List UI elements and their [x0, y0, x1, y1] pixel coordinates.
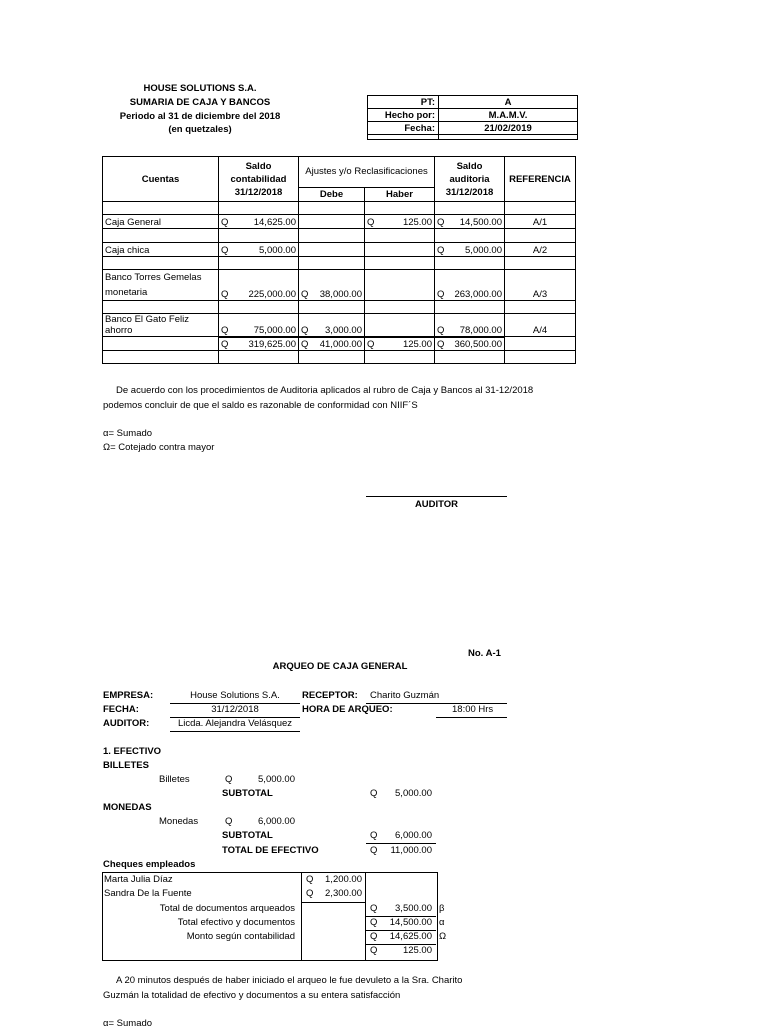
made-by-value: M.A.M.V.	[439, 109, 578, 122]
closing-line-2: Guzmán la totalidad de efectivo y documentos a su entera satisfacción	[103, 990, 401, 1001]
total-efectivo-label: TOTAL DE EFECTIVO	[222, 845, 319, 856]
summary-label: Total efectivo y documentos	[177, 917, 295, 928]
beta-mark: β	[439, 903, 445, 914]
receptor-label: RECEPTOR:	[302, 690, 358, 701]
legend-sumado: α= Sumado	[103, 428, 153, 439]
date-label: Fecha:	[368, 122, 439, 135]
subtotal-monedas: 6,000.00	[395, 830, 432, 841]
empresa-label: EMPRESA:	[103, 690, 154, 701]
cheque-name: Marta Julia Díaz	[104, 874, 173, 885]
signature-line	[366, 496, 507, 497]
closing-line-1: A 20 minutos después de haber iniciado el arqueo le fue devuleto a la Sra. Charito	[116, 975, 463, 986]
auditor-value: Licda. Alejandra Velásquez	[177, 718, 293, 729]
col-cuentas: Cuentas	[103, 157, 219, 202]
summary-amount: 14,625.00	[389, 931, 432, 942]
table-row: Caja General Q 14,625.00 Q 125.00 Q 14,500.00 A/1	[103, 215, 576, 229]
date-value: 21/02/2019	[439, 122, 578, 135]
cheques-heading: Cheques empleados	[103, 859, 196, 870]
cheque-name: Sandra De la Fuente	[104, 888, 192, 899]
col-saldo-contabilidad: Saldo contabilidad 31/12/2018	[219, 157, 299, 202]
summary-amount: 3,500.00	[395, 903, 432, 914]
pt-value: A	[439, 96, 578, 109]
table-row: Caja chica Q 5,000.00 Q 5,000.00 A/2	[103, 243, 576, 257]
made-by-label: Hecho por:	[368, 109, 439, 122]
hora-label: HORA DE ARQUEO:	[302, 704, 393, 715]
subtotal-monedas-label: SUBTOTAL	[222, 830, 273, 841]
info-box	[367, 95, 578, 140]
legend-cotejado: Ω= Cotejado contra mayor	[103, 442, 215, 453]
monedas-amount: 6,000.00	[258, 816, 295, 827]
hora-value: 18:00 Hrs	[452, 704, 494, 715]
col-debe: Debe	[299, 187, 365, 201]
arqueo-number: No. A-1	[468, 648, 501, 659]
summary-table	[102, 156, 576, 364]
report-currency: (en quetzales)	[168, 124, 232, 135]
company-name: HOUSE SOLUTIONS S.A.	[143, 83, 257, 94]
conclusion-line-1: De acuerdo con los procedimientos de Auditoria aplicados al rubro de Caja y Bancos al 31-12/2018	[116, 385, 534, 396]
billetes-heading: BILLETES	[103, 760, 149, 771]
summary-amount: 14,500.00	[389, 917, 432, 928]
auditor-label: AUDITOR:	[103, 718, 150, 729]
subtotal-billetes-label: SUBTOTAL	[222, 788, 273, 799]
cheque-amount: 1,200.00	[325, 874, 362, 885]
fecha-value: 31/12/2018	[211, 704, 259, 715]
receptor-value: Charito Guzmán	[370, 690, 440, 701]
legend-sumado-partial: α= Sumado	[103, 1018, 153, 1029]
cheque-amount: 2,300.00	[325, 888, 362, 899]
omega-mark: Ω	[439, 931, 447, 942]
alpha-mark: α	[439, 917, 445, 928]
fecha-label: FECHA:	[103, 704, 139, 715]
report-period: Periodo al 31 de diciembre del 2018	[119, 111, 281, 122]
efectivo-heading: 1. EFECTIVO	[103, 746, 162, 757]
col-haber: Haber	[365, 187, 435, 201]
col-referencia: REFERENCIA	[505, 157, 576, 202]
pt-label: PT:	[368, 96, 439, 109]
col-ajustes: Ajustes y/o Reclasificaciones	[299, 157, 435, 188]
signature-label: AUDITOR	[414, 499, 459, 510]
subtotal-billetes: 5,000.00	[395, 788, 432, 799]
monedas-label: Monedas	[159, 816, 199, 827]
table-row: Banco Torres Gemelas monetaria Q 225,000.00 Q 38,000.00 Q 263,000.00 A/3	[103, 270, 576, 301]
monedas-heading: MONEDAS	[103, 802, 152, 813]
empresa-value: House Solutions S.A.	[190, 690, 280, 701]
table-row: Banco El Gato Feliz ahorro Q 75,000.00 Q 3,000.00 Q 78,000.00 A/4	[103, 314, 576, 337]
billetes-amount: 5,000.00	[258, 774, 295, 785]
summary-label: Monto según contabilidad	[186, 931, 295, 942]
billetes-label: Billetes	[159, 774, 190, 785]
total-efectivo: 11,000.00	[390, 845, 432, 856]
totals-row: Q 319,625.00 Q 41,000.00 Q 125.00 Q 360,500.00	[103, 337, 576, 351]
arqueo-title: ARQUEO DE CAJA GENERAL	[272, 661, 408, 672]
difference-amount: 125.00	[402, 945, 432, 956]
report-title: SUMARIA DE CAJA Y BANCOS	[129, 97, 271, 108]
summary-label: Total de documentos arqueados	[159, 903, 295, 914]
col-saldo-auditoria: Saldo auditoria 31/12/2018	[435, 157, 505, 202]
conclusion-line-2: podemos concluir de que el saldo es razonable de conformidad con NIIF´S	[103, 400, 418, 411]
